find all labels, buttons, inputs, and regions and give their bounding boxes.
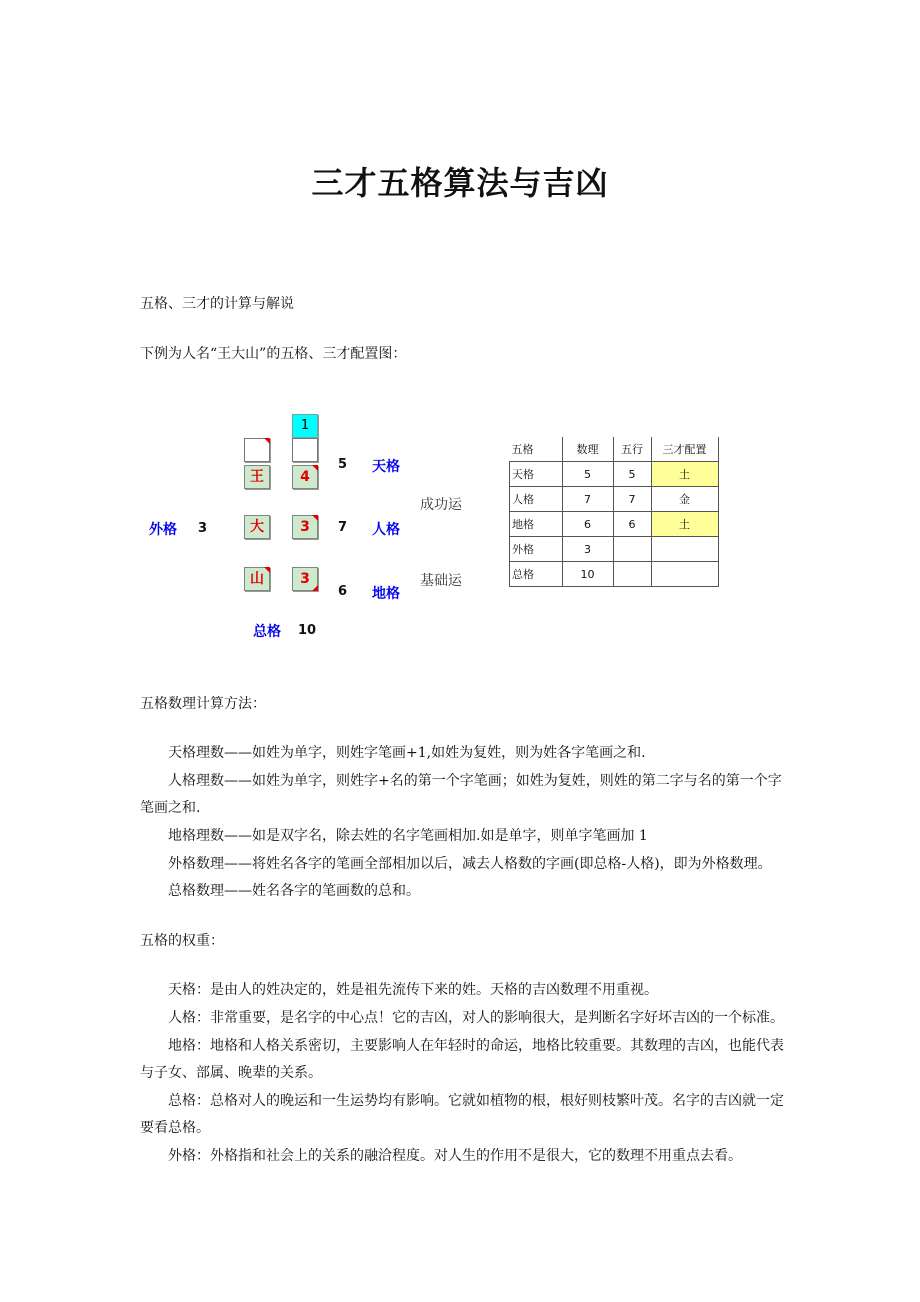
blank-cell-right: [292, 438, 318, 462]
renge-label: 人格: [372, 522, 400, 538]
calc-line: 笔画之和.: [140, 800, 201, 816]
zongge-value: 10: [298, 623, 317, 638]
waige-label: 外格: [149, 522, 177, 538]
table-cell: 总格: [510, 562, 563, 587]
name-char-cell: [244, 465, 270, 489]
weight-line: 要看总格。: [140, 1120, 210, 1136]
table-cell: 金: [651, 487, 718, 512]
weight-line: 地格：地格和人格关系密切，主要影响人在年轻时的命运，地格比较重要。其数理的吉凶，也能代表: [168, 1038, 784, 1054]
tiange-value: 5: [338, 457, 348, 472]
name-char-cell: [244, 567, 270, 591]
calc-line: 总格数理——姓名各字的笔画数的总和。: [168, 883, 420, 899]
calc-line: 外格数理——将姓名各字的笔画全部相加以后，减去人格数的字画(即总格-人格)，即为外格数理。: [168, 856, 772, 872]
calc-line: 人格理数——如姓为单字，则姓字+名的第一个字笔画；如姓为复姓，则姓的第二字与名的第一个字: [168, 773, 782, 789]
weight-line: 总格：总格对人的晚运和一生运势均有影响。它就如植物的根，根好则枝繁叶茂。名字的吉凶就一定: [168, 1093, 784, 1109]
weight-line: 天格：是由人的姓决定的，姓是祖先流传下来的姓。天格的吉凶数理不用重视。: [168, 982, 658, 998]
table-cell: [613, 562, 651, 587]
calc-line: 天格理数——如姓为单字，则姓字笔画+1,如姓为复姓，则为姓各字笔画之和.: [168, 745, 646, 761]
name-char-cell: [244, 515, 270, 539]
tiange-label: 天格: [372, 459, 400, 475]
name-char: 王: [250, 469, 264, 485]
calc-line: 地格理数——如是双字名，除去姓的名字笔画相加.如是单字，则单字笔画加 1: [168, 828, 648, 844]
table-cell: 5: [613, 462, 651, 487]
table-row: [510, 512, 719, 537]
success-fortune-label: 成功运: [420, 497, 462, 513]
top-stroke-cell: [292, 414, 318, 438]
blank-cell-left: [244, 438, 270, 462]
dige-label: 地格: [372, 586, 400, 602]
table-cell: [651, 562, 718, 587]
name-char: 山: [250, 571, 264, 587]
wuge-table: [509, 437, 719, 587]
example-intro: 下例为人名“王大山”的五格、三才配置图：: [140, 346, 407, 362]
page-title: 三才五格算法与吉凶: [311, 164, 609, 202]
calc-heading: 五格数理计算方法：: [140, 696, 266, 712]
foundation-fortune-label: 基础运: [420, 573, 462, 589]
top-stroke-value: 1: [300, 418, 310, 433]
waige-value: 3: [198, 521, 208, 536]
stroke-count: 4: [300, 469, 310, 485]
weight-line: 人格：非常重要，是名字的中心点！它的吉凶，对人的影响很大，是判断名字好坏吉凶的一个标准。: [168, 1010, 784, 1026]
stroke-count: 3: [300, 519, 310, 535]
table-cell: 外格: [510, 537, 563, 562]
stroke-count: 3: [300, 571, 310, 587]
stroke-cell: [292, 567, 318, 591]
dige-value: 6: [338, 584, 348, 599]
table-cell: 地格: [510, 512, 563, 537]
zongge-label: 总格: [253, 624, 281, 640]
table-cell: 10: [562, 562, 613, 587]
table-header: 五行: [613, 437, 651, 462]
table-row: [510, 487, 719, 512]
table-cell: [651, 537, 718, 562]
table-cell: 土: [651, 512, 718, 537]
table-header-row: [510, 437, 719, 462]
table-cell: 6: [562, 512, 613, 537]
weight-line: 与子女、部属、晚辈的关系。: [140, 1065, 322, 1081]
section-heading-calc-intro: 五格、三才的计算与解说: [140, 296, 294, 312]
table-header: 三才配置: [651, 437, 718, 462]
name-char: 大: [250, 519, 264, 535]
table-cell: 天格: [510, 462, 563, 487]
table-cell: 3: [562, 537, 613, 562]
renge-value: 7: [338, 520, 348, 535]
table-cell: 土: [651, 462, 718, 487]
table-header: 五格: [510, 437, 563, 462]
stroke-cell: [292, 515, 318, 539]
table-cell: 5: [562, 462, 613, 487]
table-header: 数理: [562, 437, 613, 462]
stroke-cell: [292, 465, 318, 489]
table-row: [510, 462, 719, 487]
table-cell: 6: [613, 512, 651, 537]
table-cell: 7: [613, 487, 651, 512]
weight-heading: 五格的权重：: [140, 933, 224, 949]
table-cell: [613, 537, 651, 562]
table-row: [510, 537, 719, 562]
table-row: [510, 562, 719, 587]
table-cell: 人格: [510, 487, 563, 512]
table-cell: 7: [562, 487, 613, 512]
weight-line: 外格：外格指和社会上的关系的融洽程度。对人生的作用不是很大，它的数理不用重点去看。: [168, 1148, 742, 1164]
